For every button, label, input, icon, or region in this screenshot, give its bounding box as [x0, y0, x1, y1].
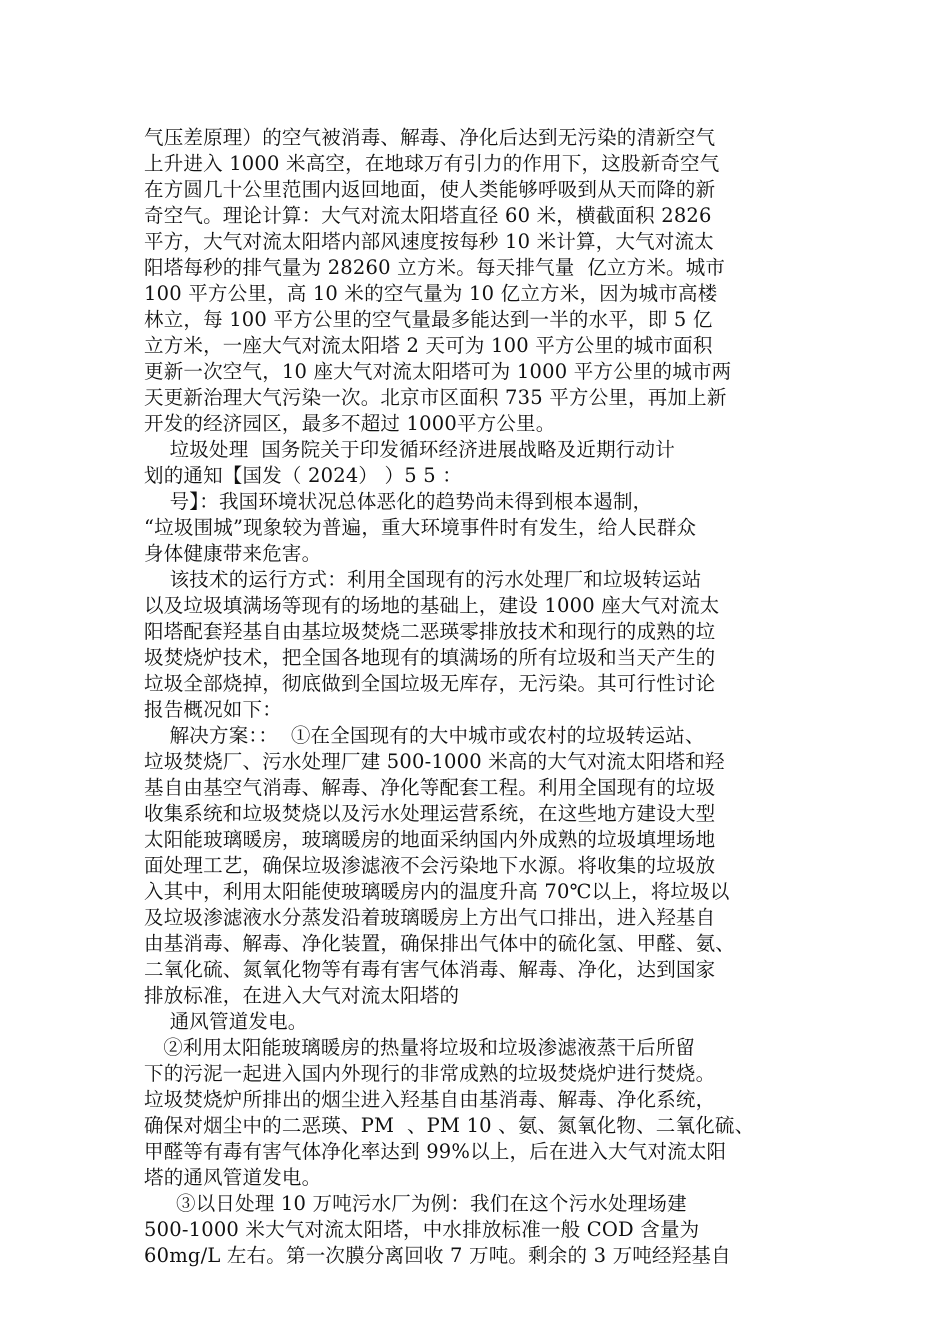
- text-line: 面处理工艺，确保垃圾渗滤液不会污染地下水源。将收集的垃圾放: [144, 854, 716, 877]
- text-line: 天更新治理大气污染一次。北京市区面积 735 平方公里，再加上新: [144, 386, 727, 409]
- text-line: 阳塔每秒的排气量为 28260 立方米。每天排气量 亿立方米。城市: [144, 256, 726, 279]
- text-line: ②利用太阳能玻璃暖房的热量将垃圾和垃圾渗滤液蒸干后所留: [144, 1036, 696, 1059]
- text-line: 垃圾处理 国务院关于印发循环经济进展战略及近期行动计: [144, 438, 675, 461]
- text-line: 身体健康带来危害。: [144, 542, 322, 565]
- text-line: 立方米，一座大气对流太阳塔 2 天可为 100 平方公里的城市面积: [144, 334, 713, 357]
- text-line: 圾焚烧炉技术，把全国各地现有的填满场的所有垃圾和当天产生的: [144, 646, 716, 669]
- text-line: 及垃圾渗滤液水分蒸发沿着玻璃暖房上方出气口排出，进入羟基自: [144, 906, 716, 929]
- text-line: 确保对烟尘中的二恶瑛、PM 、PM 10 、氨、氮氧化物、二氧化硫、: [144, 1114, 755, 1137]
- text-line: 甲醛等有毒有害气体净化率达到 99%以上，后在进入大气对流太阳: [144, 1140, 727, 1163]
- text-line: 解决方案：： ①在全国现有的大中城市或农村的垃圾转运站、: [144, 724, 705, 747]
- text-line: 奇空气。理论计算：大气对流太阳塔直径 60 米，横截面积 2826: [144, 204, 712, 227]
- text-line: 塔的通风管道发电。: [144, 1166, 322, 1189]
- text-line: 林立，每 100 平方公里的空气量最多能达到一半的水平，即 5 亿: [144, 308, 713, 331]
- text-line: 二氧化硫、氮氧化物等有毒有害气体消毒、解毒、净化，达到国家: [144, 958, 716, 981]
- text-line: 上升进入 1000 米高空，在地球万有引力的作用下，这股新奇空气: [144, 152, 720, 175]
- text-line: 收集系统和垃圾焚烧以及污水处理运营系统，在这些地方建设大型: [144, 802, 716, 825]
- text-line: 60mg/L 左右。第一次膜分离回收 7 万吨。剩余的 3 万吨经羟基自: [144, 1244, 731, 1267]
- text-line: 划的通知【国发（ 2024） ）5 5 ：: [144, 464, 462, 487]
- text-line: 以及垃圾填满场等现有的场地的基础上，建设 1000 座大气对流太: [144, 594, 720, 617]
- text-line: 报告概况如下：: [144, 698, 282, 721]
- text-line: 太阳能玻璃暖房，玻璃暖房的地面采纳国内外成熟的垃圾填埋场地: [144, 828, 716, 851]
- text-line: 气压差原理）的空气被消毒、解毒、净化后达到无污染的清新空气: [144, 126, 716, 149]
- text-line: 入其中，利用太阳能使玻璃暖房内的温度升高 70℃以上，将垃圾以: [144, 880, 730, 903]
- text-line: 垃圾全部烧掉，彻底做到全国垃圾无库存，无污染。其可行性讨论: [144, 672, 716, 695]
- text-line: 100 平方公里，高 10 米的空气量为 10 亿立方米，因为城市高楼: [144, 282, 718, 305]
- text-line: 阳塔配套羟基自由基垃圾焚烧二恶瑛零排放技术和现行的成熟的垃: [144, 620, 716, 643]
- text-line: 开发的经济园区，最多不超过 1000平方公里。: [144, 412, 556, 435]
- text-line: 由基消毒、解毒、净化装置，确保排出气体中的硫化氢、甲醛、氨、: [144, 932, 736, 955]
- text-line: 在方圆几十公里范围内返回地面，使人类能够呼吸到从天而降的新: [144, 178, 716, 201]
- text-line: 排放标准，在进入大气对流太阳塔的: [144, 984, 460, 1007]
- text-line: “垃圾围城”现象较为普遍，重大环境事件时有发生，给人民群众: [144, 516, 697, 539]
- text-line: 通风管道发电。: [144, 1010, 308, 1033]
- text-line: 下的污泥一起进入国内外现行的非常成熟的垃圾焚烧炉进行焚烧。: [144, 1062, 716, 1085]
- text-line: 更新一次空气，10 座大气对流太阳塔可为 1000 平方公里的城市两: [144, 360, 732, 383]
- text-line: 该技术的运行方式：利用全国现有的污水处理厂和垃圾转运站: [144, 568, 702, 591]
- text-line: 号】：我国环境状况总体恶化的趋势尚未得到根本遏制，: [144, 490, 653, 513]
- text-line: ③以日处理 10 万吨污水厂为例：我们在这个污水处理场建: [144, 1192, 687, 1215]
- text-line: 垃圾焚烧厂、污水处理厂建 500-1000 米高的大气对流太阳塔和羟: [144, 750, 725, 773]
- text-line: 基自由基空气消毒、解毒、净化等配套工程。利用全国现有的垃圾: [144, 776, 716, 799]
- text-line: 平方，大气对流太阳塔内部风速度按每秒 10 米计算，大气对流太: [144, 230, 714, 253]
- text-line: 垃圾焚烧炉所排出的烟尘进入羟基自由基消毒、解毒、净化系统，: [144, 1088, 716, 1111]
- text-line: 500-1000 米大气对流太阳塔，中水排放标准一般 COD 含量为: [144, 1218, 700, 1241]
